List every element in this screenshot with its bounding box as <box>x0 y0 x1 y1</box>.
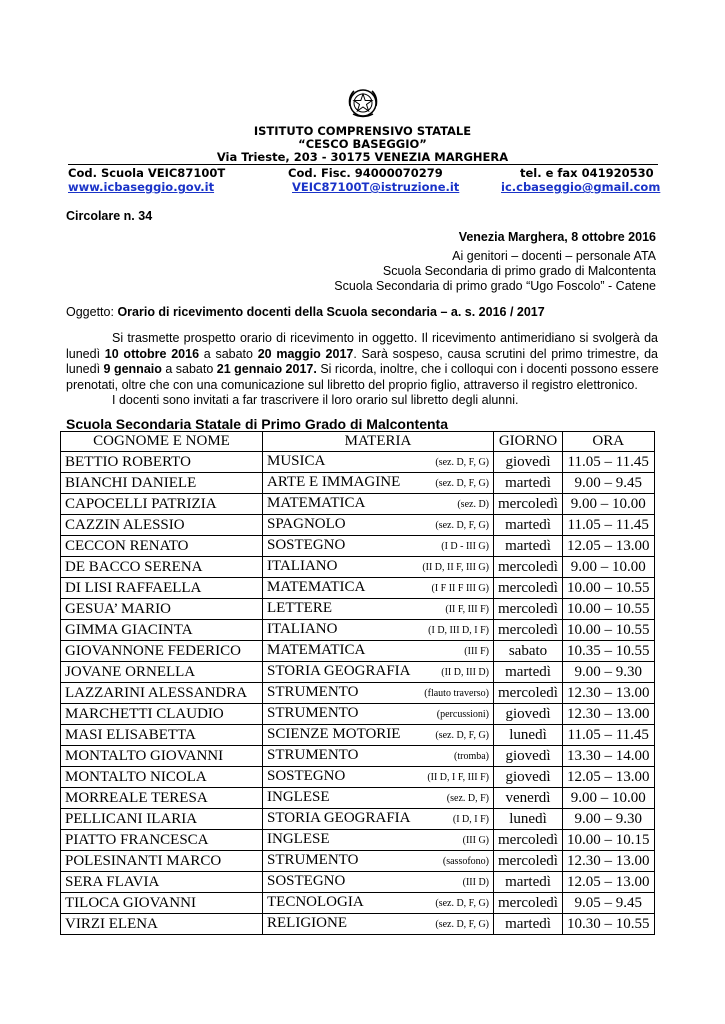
date-place: Venezia Marghera, 8 ottobre 2016 <box>458 230 656 244</box>
subject-name: STRUMENTO <box>267 683 359 700</box>
class-sections: (II F, III F) <box>445 603 489 615</box>
subject-name: INGLESE <box>267 788 330 805</box>
class-sections: (sez. D, F, G) <box>435 477 489 489</box>
table-row <box>61 892 655 913</box>
reception-day: mercoledì <box>494 850 563 871</box>
reception-day: martedì <box>494 535 563 556</box>
column-header-day: GIORNO <box>494 432 563 452</box>
subject-name: ITALIANO <box>267 620 338 637</box>
table-row <box>61 808 655 829</box>
subject-cell <box>263 556 494 577</box>
body-line: Si trasmette prospetto orario di ricevimento in oggetto. Il ricevimento antimeridiano si svolgerà da <box>112 331 658 345</box>
reception-time: 10.00 – 10.55 <box>563 598 655 619</box>
table-row <box>61 850 655 871</box>
subject-name: MUSICA <box>267 452 326 469</box>
subject-name: SOSTEGNO <box>267 767 346 784</box>
class-sections: (sez. D) <box>457 498 489 510</box>
class-sections: (flauto traverso) <box>424 687 489 699</box>
teacher-name: DE BACCO SERENA <box>61 556 263 577</box>
teacher-name: CAZZIN ALESSIO <box>61 514 263 535</box>
body-line: I docenti sono invitati a far trascrivere il loro orario sul libretto degli alunni. <box>112 393 519 407</box>
reception-day: mercoledì <box>494 829 563 850</box>
subject-name: LETTERE <box>267 599 332 616</box>
reception-time: 9.00 – 9.30 <box>563 661 655 682</box>
teacher-name: MASI ELISABETTA <box>61 724 263 745</box>
class-sections: (sez. D, F, G) <box>435 897 489 909</box>
class-sections: (sassofono) <box>442 855 489 867</box>
reception-time: 11.05 – 11.45 <box>563 514 655 535</box>
class-sections: (I D, III D, I F) <box>428 624 489 636</box>
subject-name: ARTE E IMMAGINE <box>267 473 401 490</box>
section-title: Scuola Secondaria Statale di Primo Grado di Malcontenta <box>66 416 448 432</box>
class-sections: (sez. D, F, G) <box>435 729 489 741</box>
table-row <box>61 661 655 682</box>
subject-cell <box>263 766 494 787</box>
reception-time: 9.00 – 9.30 <box>563 808 655 829</box>
teacher-name: MORREALE TERESA <box>61 787 263 808</box>
reception-day: lunedì <box>494 808 563 829</box>
subject-name: SOSTEGNO <box>267 536 346 553</box>
republic-emblem-icon <box>345 84 381 120</box>
fiscal-code: Cod. Fisc. 94000070279 <box>288 166 443 180</box>
reception-day: giovedì <box>494 766 563 787</box>
website-link[interactable]: www.icbaseggio.gov.it <box>68 180 215 194</box>
reception-time: 12.05 – 13.00 <box>563 871 655 892</box>
recipient-line: Scuola Secondaria di primo grado di Malcontenta <box>382 264 656 278</box>
body-line: prenotati, oltre che con una comunicazione sul libretto del proprio figlio, attraverso il registro elettronico. <box>66 377 638 392</box>
subject-name: INGLESE <box>267 830 330 847</box>
subject-cell <box>263 598 494 619</box>
reception-day: martedì <box>494 514 563 535</box>
body-line: lunedì 10 ottobre 2016 a sabato 20 maggio 2017. Sarà sospeso, causa scrutini del primo trimestre, da <box>66 346 658 361</box>
table-row <box>61 451 655 472</box>
table-row <box>61 514 655 535</box>
subject-cell <box>263 724 494 745</box>
phone-fax: tel. e fax 041920530 <box>520 166 654 180</box>
class-sections: (III G) <box>462 834 489 846</box>
reception-day: giovedì <box>494 703 563 724</box>
subject-cell <box>263 514 494 535</box>
teacher-name: JOVANE ORNELLA <box>61 661 263 682</box>
body-line: lunedì 9 gennaio a sabato 21 gennaio 2017. Si ricorda, inoltre, che i colloqui con i docenti possono essere <box>66 362 659 376</box>
subject-cell <box>263 913 494 934</box>
reception-day: martedì <box>494 661 563 682</box>
table-row <box>61 829 655 850</box>
table-row <box>61 766 655 787</box>
reception-time: 12.30 – 13.00 <box>563 703 655 724</box>
subject-cell <box>263 829 494 850</box>
table-row <box>61 535 655 556</box>
subject-cell <box>263 787 494 808</box>
class-sections: (tromba) <box>454 750 489 762</box>
reception-time: 12.30 – 13.00 <box>563 682 655 703</box>
class-sections: (III D) <box>462 876 489 888</box>
reception-time: 13.30 – 14.00 <box>563 745 655 766</box>
table-row <box>61 598 655 619</box>
table-row <box>61 472 655 493</box>
table-row <box>61 745 655 766</box>
teacher-name: PELLICANI ILARIA <box>61 808 263 829</box>
reception-time: 12.05 – 13.00 <box>563 766 655 787</box>
reception-time: 11.05 – 11.45 <box>563 724 655 745</box>
reception-day: giovedì <box>494 745 563 766</box>
table-row <box>61 913 655 934</box>
column-header-time: ORA <box>563 432 655 452</box>
table-row <box>61 556 655 577</box>
subject-line <box>66 305 545 320</box>
class-sections: (sez. D, F) <box>446 792 489 804</box>
subject-name: SOSTEGNO <box>267 872 346 889</box>
reception-time: 10.35 – 10.55 <box>563 640 655 661</box>
class-sections: (II D, II F, III G) <box>422 561 489 573</box>
column-header-name: COGNOME E NOME <box>61 432 263 452</box>
subject-cell <box>263 661 494 682</box>
reception-time: 10.00 – 10.15 <box>563 829 655 850</box>
header-divider <box>68 164 658 165</box>
subject-text: Orario di ricevimento docenti della Scuola secondaria – a. s. 2016 / 2017 <box>117 305 545 319</box>
subject-cell <box>263 745 494 766</box>
teacher-name: BIANCHI DANIELE <box>61 472 263 493</box>
teacher-name: PIATTO FRANCESCA <box>61 829 263 850</box>
teacher-name: GESUA’ MARIO <box>61 598 263 619</box>
subject-cell <box>263 493 494 514</box>
column-header-subject: MATERIA <box>263 432 494 452</box>
teacher-name: MONTALTO GIOVANNI <box>61 745 263 766</box>
subject-cell <box>263 472 494 493</box>
table-header-row <box>61 432 655 452</box>
subject-cell <box>263 535 494 556</box>
school-type-heading: ISTITUTO COMPRENSIVO STATALE <box>253 124 472 138</box>
teacher-name: BETTIO ROBERTO <box>61 451 263 472</box>
subject-cell <box>263 808 494 829</box>
table-row <box>61 577 655 598</box>
table-row <box>61 619 655 640</box>
teacher-name: CECCON RENATO <box>61 535 263 556</box>
teacher-name: GIMMA GIACINTA <box>61 619 263 640</box>
reception-day: martedì <box>494 871 563 892</box>
teacher-name: SERA FLAVIA <box>61 871 263 892</box>
school-name-heading: “CESCO BASEGGIO” <box>298 137 427 151</box>
teacher-name: MARCHETTI CLAUDIO <box>61 703 263 724</box>
subject-cell <box>263 892 494 913</box>
subject-name: STRUMENTO <box>267 746 359 763</box>
teacher-name: CAPOCELLI PATRIZIA <box>61 493 263 514</box>
subject-cell <box>263 619 494 640</box>
subject-cell <box>263 640 494 661</box>
reception-time: 12.30 – 13.00 <box>563 850 655 871</box>
teacher-name: LAZZARINI ALESSANDRA <box>61 682 263 703</box>
recipient-line: Scuola Secondaria di primo grado “Ugo Foscolo” - Catene <box>334 279 656 293</box>
reception-time: 9.05 – 9.45 <box>563 892 655 913</box>
subject-name: MATEMATICA <box>267 494 366 511</box>
reception-time: 9.00 – 10.00 <box>563 787 655 808</box>
subject-name: SCIENZE MOTORIE <box>267 725 401 742</box>
reception-day: sabato <box>494 640 563 661</box>
table-row <box>61 640 655 661</box>
reception-day: mercoledì <box>494 577 563 598</box>
teacher-name: POLESINANTI MARCO <box>61 850 263 871</box>
reception-time: 9.00 – 10.00 <box>563 556 655 577</box>
subject-name: RELIGIONE <box>267 914 347 931</box>
reception-day: mercoledì <box>494 682 563 703</box>
email-link[interactable]: ic.cbaseggio@gmail.com <box>501 180 661 194</box>
reception-time: 10.00 – 10.55 <box>563 619 655 640</box>
table-row <box>61 703 655 724</box>
reception-time: 9.00 – 9.45 <box>563 472 655 493</box>
reception-day: martedì <box>494 913 563 934</box>
teacher-name: VIRZI ELENA <box>61 913 263 934</box>
subject-cell <box>263 703 494 724</box>
circular-number: Circolare n. 34 <box>66 209 153 223</box>
pec-email-link[interactable]: VEIC87100T@istruzione.it <box>292 180 460 194</box>
subject-cell <box>263 871 494 892</box>
reception-day: mercoledì <box>494 892 563 913</box>
teacher-name: DI LISI RAFFAELLA <box>61 577 263 598</box>
reception-day: mercoledì <box>494 619 563 640</box>
body-paragraph <box>66 331 658 409</box>
reception-day: giovedì <box>494 451 563 472</box>
school-address: Via Trieste, 203 - 30175 VENEZIA MARGHERA <box>216 150 509 164</box>
subject-name: MATEMATICA <box>267 641 366 658</box>
reception-day: mercoledì <box>494 493 563 514</box>
subject-cell <box>263 577 494 598</box>
school-code: Cod. Scuola VEIC87100T <box>68 166 226 180</box>
class-sections: (sez. D, F, G) <box>435 918 489 930</box>
class-sections: (III F) <box>464 645 489 657</box>
reception-schedule-table <box>60 431 655 935</box>
class-sections: (sez. D, F, G) <box>435 519 489 531</box>
reception-time: 12.05 – 13.00 <box>563 535 655 556</box>
subject-cell <box>263 850 494 871</box>
class-sections: (I D - III G) <box>441 540 489 552</box>
class-sections: (II D, I F, III F) <box>427 771 489 783</box>
table-row <box>61 871 655 892</box>
teacher-name: TILOCA GIOVANNI <box>61 892 263 913</box>
subject-name: ITALIANO <box>267 557 338 574</box>
reception-day: lunedì <box>494 724 563 745</box>
teacher-name: MONTALTO NICOLA <box>61 766 263 787</box>
subject-cell <box>263 682 494 703</box>
subject-name: STORIA GEOGRAFIA <box>267 809 411 826</box>
subject-name: STRUMENTO <box>267 851 359 868</box>
class-sections: (I F II F III G) <box>431 582 489 594</box>
subject-name: TECNOLOGIA <box>267 893 364 910</box>
reception-time: 11.05 – 11.45 <box>563 451 655 472</box>
subject-name: STORIA GEOGRAFIA <box>267 662 411 679</box>
subject-label: Oggetto: <box>66 305 118 319</box>
reception-day: mercoledì <box>494 556 563 577</box>
subject-name: STRUMENTO <box>267 704 359 721</box>
reception-day: mercoledì <box>494 598 563 619</box>
table-row <box>61 724 655 745</box>
subject-cell <box>263 451 494 472</box>
table-row <box>61 682 655 703</box>
reception-day: martedì <box>494 472 563 493</box>
class-sections: (II D, III D) <box>441 666 489 678</box>
class-sections: (I D, I F) <box>452 813 489 825</box>
table-row <box>61 787 655 808</box>
recipient-line: Ai genitori – docenti – personale ATA <box>452 249 656 263</box>
reception-time: 10.30 – 10.55 <box>563 913 655 934</box>
table-row <box>61 493 655 514</box>
subject-name: SPAGNOLO <box>267 515 346 532</box>
class-sections: (sez. D, F, G) <box>435 456 489 468</box>
class-sections: (percussioni) <box>436 708 489 720</box>
reception-day: venerdì <box>494 787 563 808</box>
reception-time: 9.00 – 10.00 <box>563 493 655 514</box>
reception-time: 10.00 – 10.55 <box>563 577 655 598</box>
subject-name: MATEMATICA <box>267 578 366 595</box>
table-body <box>61 451 655 934</box>
teacher-name: GIOVANNONE FEDERICO <box>61 640 263 661</box>
